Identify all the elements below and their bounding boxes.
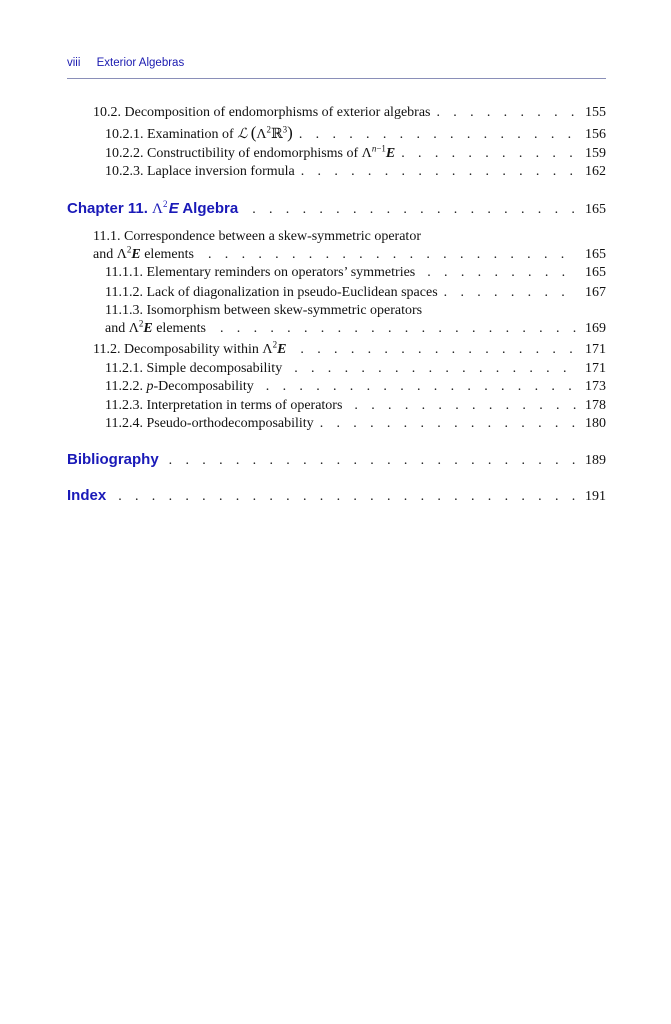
index-title: Index [67, 487, 107, 504]
toc-entry-11-2-1[interactable] [105, 360, 606, 378]
toc-entry-page: 171 [585, 342, 606, 357]
leader-dots [354, 397, 576, 415]
toc-entry-page: 169 [585, 321, 606, 336]
bibliography-page: 189 [585, 453, 606, 468]
toc-chapter-11[interactable] [67, 200, 606, 219]
toc-entry-page: 156 [585, 127, 606, 142]
toc-entry-11-2-4[interactable] [105, 415, 606, 433]
toc-entry-title: and $\Lambda^2E$ elements [93, 244, 194, 262]
leader-dots [436, 104, 576, 122]
math-expression: $\Lambda^2E$ [128, 318, 153, 336]
toc-entry-11-1[interactable] [93, 246, 606, 264]
leader-dots [320, 415, 576, 433]
math-expression: ℒ $(\Lambda^2ℝ^3)$ [237, 123, 293, 142]
toc-entry-title: 10.2.2. Constructibility of endomorphisms of $\Lambda^{n-1}E$ [105, 143, 396, 161]
toc-entry-11-2-2[interactable] [105, 378, 606, 396]
toc-index[interactable] [67, 487, 606, 506]
toc-entry-page: 178 [585, 398, 606, 413]
math-expression: $\Lambda^2E$ [262, 339, 287, 357]
toc-entry-page: 162 [585, 164, 606, 179]
chapter-page: 165 [585, 202, 606, 217]
leader-dots [294, 360, 576, 378]
leader-dots [300, 341, 576, 359]
toc-entry-11-1-3[interactable] [105, 320, 606, 338]
leader-dots [118, 488, 576, 506]
toc-entry-11-2-3[interactable] [105, 397, 606, 415]
toc-entry-11-1-2[interactable] [105, 284, 606, 302]
index-page: 191 [585, 489, 606, 504]
toc-entry-title: 11.2.2. p-Decomposability [105, 379, 254, 394]
header-running-title: Exterior Algebras [96, 57, 185, 69]
header-page-number: viii [67, 57, 81, 69]
toc-entry-title: 11.2.4. Pseudo-orthodecomposability [105, 416, 314, 431]
leader-dots [266, 378, 576, 396]
leader-dots [301, 163, 576, 181]
header-rule [67, 78, 606, 79]
toc-entry-title: 11.2.3. Interpretation in terms of operators [105, 398, 343, 413]
math-expression: $\Lambda^{n-1}E$ [361, 143, 396, 161]
leader-dots [427, 264, 576, 282]
leader-dots [401, 145, 576, 163]
toc-entry-title: 10.2. Decomposition of endomorphisms of exterior algebras [93, 105, 431, 120]
leader-dots [169, 452, 576, 470]
toc-entry-10-2-2[interactable] [105, 145, 606, 163]
toc-entry-10-2[interactable] [93, 104, 606, 122]
bibliography-title: Bibliography [67, 451, 159, 468]
running-header [67, 57, 606, 69]
leader-dots [208, 246, 576, 264]
toc-entry-title: 11.2.1. Simple decomposability [105, 361, 283, 376]
toc-entry-page: 165 [585, 265, 606, 280]
toc-bibliography[interactable] [67, 451, 606, 470]
math-expression: $\Lambda^2E$ [116, 244, 141, 262]
toc-entry-title: 11.1.2. Lack of diagonalization in pseudo-Euclidean spaces [105, 285, 438, 300]
leader-dots [299, 126, 576, 144]
toc-entry-10-2-1[interactable] [105, 124, 606, 144]
toc-entry-title: and $\Lambda^2E$ elements [105, 318, 206, 336]
toc-entry-page: 173 [585, 379, 606, 394]
leader-dots [444, 284, 576, 302]
toc-entry-title: 11.2. Decomposability within $\Lambda^2E$ [93, 339, 287, 357]
toc-entry-page: 180 [585, 416, 606, 431]
toc-entry-page: 171 [585, 361, 606, 376]
leader-dots [220, 320, 576, 338]
toc-entry-11-1-3-line1: 11.1.3. Isomorphism between skew-symmetric operators [105, 303, 423, 318]
leader-dots [252, 201, 576, 219]
toc-entry-page: 159 [585, 146, 606, 161]
toc-entry-page: 165 [585, 247, 606, 262]
chapter-title: Chapter 11. $\Lambda^2$ E Algebra [67, 199, 239, 217]
toc-entry-title: 10.2.3. Laplace inversion formula [105, 164, 295, 179]
toc-entry-11-1-1[interactable] [105, 264, 606, 282]
toc-entry-title: 10.2.1. Examination of ℒ $(\Lambda^2ℝ^3)$ [105, 123, 293, 142]
toc-entry-title: 11.1.1. Elementary reminders on operators’ symmetries [105, 265, 416, 280]
toc-entry-11-2[interactable] [93, 341, 606, 359]
toc-entry-11-1-line1: 11.1. Correspondence between a skew-symmetric operator [93, 229, 421, 244]
toc-entry-page: 167 [585, 285, 606, 300]
toc-entry-10-2-3[interactable] [105, 163, 606, 181]
toc-entry-page: 155 [585, 105, 606, 120]
